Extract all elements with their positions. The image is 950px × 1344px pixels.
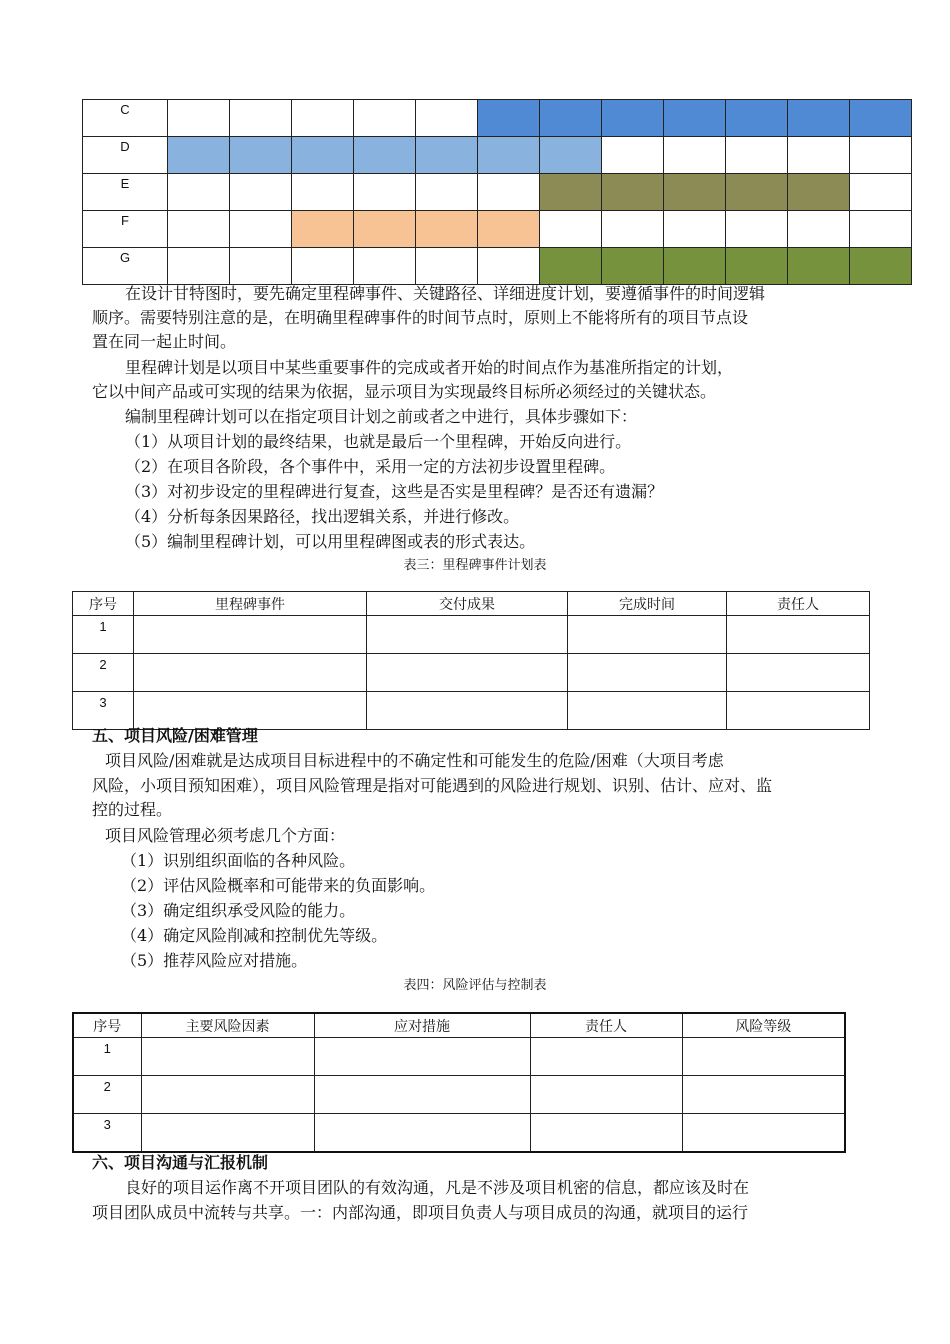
gantt-row-c — [83, 100, 912, 137]
gantt-bar-cell — [292, 137, 354, 174]
row-index: 2 — [73, 654, 134, 692]
table3-header-date: 完成时间 — [568, 592, 727, 616]
gantt-bar-cell — [540, 100, 602, 137]
gantt-empty-cell — [788, 137, 850, 174]
table4-caption: 表四：风险评估与控制表 — [403, 978, 547, 993]
gantt-empty-cell — [292, 174, 354, 211]
gantt-bar-cell — [850, 100, 912, 137]
gantt-empty-cell — [478, 248, 540, 285]
gantt-bar-cell — [664, 174, 726, 211]
gantt-task-label: C — [83, 100, 168, 137]
gantt-empty-cell — [664, 137, 726, 174]
gantt-row-f — [83, 211, 912, 248]
gantt-bar-cell — [478, 137, 540, 174]
table-row — [73, 1038, 845, 1076]
gantt-bar-cell — [664, 100, 726, 137]
section6-heading: 六、项目沟通与汇报机制 — [92, 1153, 269, 1172]
risk-item-2: （2）评估风险概率和可能带来的负面影响。 — [121, 876, 436, 895]
gantt-empty-cell — [540, 211, 602, 248]
gantt-empty-cell — [230, 211, 292, 248]
risk-table — [72, 1012, 846, 1153]
gantt-bar-cell — [478, 211, 540, 248]
table3-header-deliverable: 交付成果 — [367, 592, 568, 616]
gantt-empty-cell — [726, 211, 788, 248]
section6-para-line1: 良好的项目运作离不开项目团队的有效沟通，凡是不涉及项目机密的信息，都应该及时在 — [125, 1178, 750, 1197]
gantt-task-label: D — [83, 137, 168, 174]
gantt-task-label: E — [83, 174, 168, 211]
section6-para-line2: 项目团队成员中流转与共享。一：内部沟通，即项目负责人与项目成员的沟通，就项目的运行 — [92, 1203, 749, 1222]
gantt-row-d — [83, 137, 912, 174]
para2-line1: 里程碑计划是以项目中某些重要事件的完成或者开始的时间点作为基准所指定的计划， — [125, 358, 734, 377]
gantt-bar-cell — [354, 211, 416, 248]
row-index: 2 — [73, 1076, 141, 1114]
step-5: （5）编制里程碑计划，可以用里程碑图或表的形式表达。 — [125, 532, 536, 551]
step-2: （2）在项目各阶段，各个事件中，采用一定的方法初步设置里程碑。 — [125, 457, 616, 476]
gantt-empty-cell — [292, 100, 354, 137]
gantt-empty-cell — [292, 248, 354, 285]
gantt-empty-cell — [850, 211, 912, 248]
gantt-empty-cell — [354, 100, 416, 137]
gantt-empty-cell — [664, 211, 726, 248]
gantt-bar-cell — [788, 174, 850, 211]
para1-line3: 置在同一起止时间。 — [92, 332, 237, 351]
row-index: 3 — [73, 1114, 141, 1153]
gantt-bar-cell — [726, 100, 788, 137]
table3-caption: 表三：里程碑事件计划表 — [403, 558, 547, 573]
gantt-empty-cell — [602, 137, 664, 174]
table-row — [73, 616, 870, 654]
gantt-bar-cell — [602, 100, 664, 137]
section5-heading: 五、项目风险/困难管理 — [92, 726, 258, 745]
table-row — [73, 654, 870, 692]
row-index: 1 — [73, 616, 134, 654]
gantt-empty-cell — [168, 100, 230, 137]
gantt-bar-cell — [540, 137, 602, 174]
gantt-empty-cell — [416, 100, 478, 137]
table-row — [73, 1076, 845, 1114]
gantt-empty-cell — [416, 174, 478, 211]
gantt-row-g — [83, 248, 912, 285]
table4-header-owner: 责任人 — [530, 1013, 682, 1038]
gantt-empty-cell — [726, 137, 788, 174]
risk-item-5: （5）推荐风险应对措施。 — [121, 951, 308, 970]
step-1: （1）从项目计划的最终结果，也就是最后一个里程碑，开始反向进行。 — [125, 432, 632, 451]
table4-header-index: 序号 — [73, 1013, 141, 1038]
table4-header-level: 风险等级 — [682, 1013, 845, 1038]
gantt-bar-cell — [540, 248, 602, 285]
section5-para1-line2: 风险，小项目预知困难），项目风险管理是指对可能遇到的风险进行规划、识别、估计、应对、监 — [92, 776, 773, 795]
table4-header-risk: 主要风险因素 — [141, 1013, 314, 1038]
gantt-bar-cell — [478, 100, 540, 137]
gantt-bar-cell — [540, 174, 602, 211]
gantt-bar-cell — [602, 248, 664, 285]
gantt-empty-cell — [168, 211, 230, 248]
gantt-bar-cell — [292, 211, 354, 248]
gantt-empty-cell — [602, 211, 664, 248]
gantt-empty-cell — [230, 248, 292, 285]
gantt-chart — [82, 99, 912, 285]
table-row — [73, 1114, 845, 1153]
gantt-bar-cell — [230, 137, 292, 174]
step-4: （4）分析每条因果路径，找出逻辑关系，并进行修改。 — [125, 507, 520, 526]
para1-line1: 在设计甘特图时，要先确定里程碑事件、关键路径、详细进度计划，要遵循事件的时间逻辑 — [125, 284, 766, 303]
gantt-bar-cell — [788, 100, 850, 137]
gantt-empty-cell — [788, 211, 850, 248]
gantt-bar-cell — [416, 211, 478, 248]
section5-para2: 项目风险管理必须考虑几个方面： — [105, 826, 346, 845]
risk-item-4: （4）确定风险削减和控制优先等级。 — [121, 926, 388, 945]
gantt-bar-cell — [416, 137, 478, 174]
gantt-bar-cell — [788, 248, 850, 285]
gantt-bar-cell — [354, 137, 416, 174]
risk-item-3: （3）确定组织承受风险的能力。 — [121, 901, 356, 920]
gantt-empty-cell — [168, 174, 230, 211]
section5-para1-line3: 控的过程。 — [92, 800, 173, 819]
row-index: 1 — [73, 1038, 141, 1076]
gantt-empty-cell — [230, 100, 292, 137]
gantt-bar-cell — [664, 248, 726, 285]
table3-header-event: 里程碑事件 — [134, 592, 367, 616]
risk-item-1: （1）识别组织面临的各种风险。 — [121, 851, 356, 870]
table3-header-index: 序号 — [73, 592, 134, 616]
gantt-empty-cell — [850, 174, 912, 211]
step-3: （3）对初步设定的里程碑进行复查，这些是否实是里程碑？是否还有遗漏？ — [125, 482, 664, 501]
gantt-row-e — [83, 174, 912, 211]
gantt-task-label: G — [83, 248, 168, 285]
milestone-table — [72, 591, 870, 730]
para2-line2: 它以中间产品或可实现的结果为依据，显示项目为实现最终目标所必须经过的关键状态。 — [92, 382, 717, 401]
gantt-bar-cell — [726, 174, 788, 211]
gantt-empty-cell — [850, 137, 912, 174]
table3-header-owner: 责任人 — [727, 592, 870, 616]
para1-line2: 顺序。需要特别注意的是，在明确里程碑事件的时间节点时，原则上不能将所有的项目节点设 — [92, 308, 749, 327]
gantt-task-label: F — [83, 211, 168, 248]
section5-para1-line1: 项目风险/困难就是达成项目目标进程中的不确定性和可能发生的危险/困难（大项目考虑 — [105, 751, 724, 770]
gantt-bar-cell — [850, 248, 912, 285]
gantt-bar-cell — [602, 174, 664, 211]
row-index: 3 — [73, 692, 134, 730]
gantt-empty-cell — [354, 174, 416, 211]
gantt-empty-cell — [416, 248, 478, 285]
gantt-empty-cell — [478, 174, 540, 211]
table4-header-measure: 应对措施 — [314, 1013, 530, 1038]
gantt-empty-cell — [230, 174, 292, 211]
gantt-bar-cell — [168, 137, 230, 174]
para3: 编制里程碑计划可以在指定项目计划之前或者之中进行，具体步骤如下： — [125, 407, 638, 426]
gantt-empty-cell — [168, 248, 230, 285]
gantt-empty-cell — [354, 248, 416, 285]
gantt-bar-cell — [726, 248, 788, 285]
